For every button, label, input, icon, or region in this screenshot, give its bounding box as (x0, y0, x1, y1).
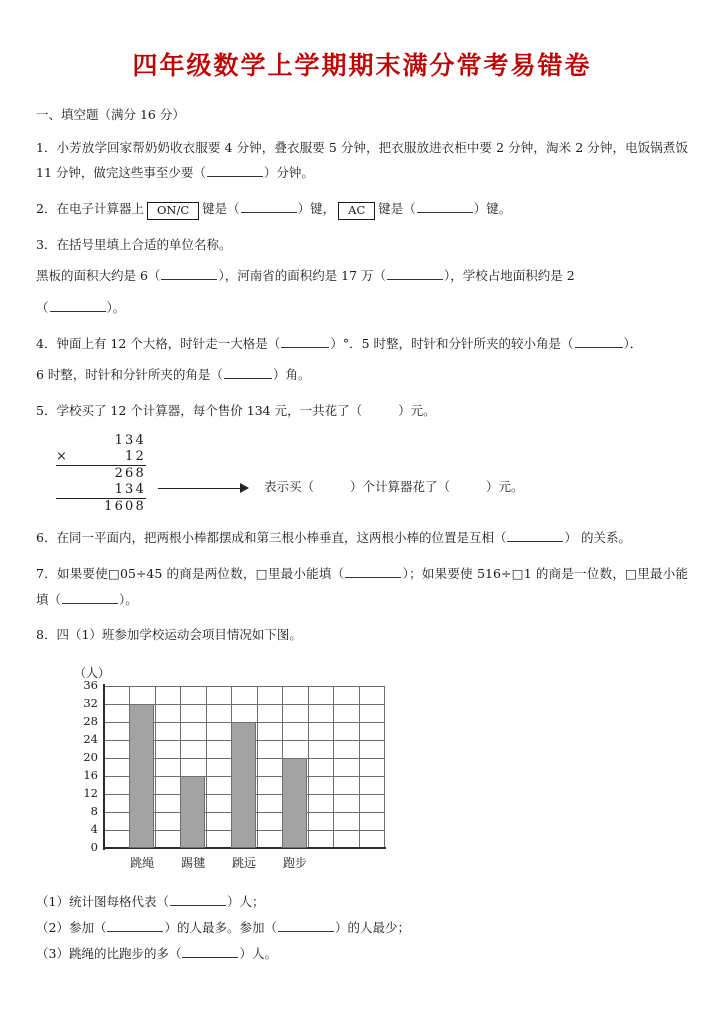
question-5-text-a: 学校买了 12 个计算器，每个售价 134 元，一共花了（ (56, 402, 363, 418)
answer-blank[interactable] (387, 269, 443, 281)
question-1-text-a: 小芳放学回家帮奶奶收衣服要 4 分钟，叠衣服要 5 分钟，把衣服放进衣柜中要 2 分钟，淘米 2 分钟，电饭锅煮饭 11 分钟，做完这些事至少要（ (36, 139, 688, 181)
chart-x-tick-label: 踢毽 (181, 855, 206, 870)
grid-line-vertical (384, 686, 385, 848)
question-6-number: 6． (36, 530, 57, 546)
question-3-line2-b: ），河南省的面积约是 17 万（ (218, 268, 387, 284)
question-1-number: 1． (36, 139, 57, 155)
answer-blank[interactable] (241, 201, 297, 213)
chart-unit-label: （人） (74, 665, 111, 680)
calc-annotation-c: ）元。 (486, 479, 524, 495)
chart-y-axis-ticks (60, 677, 98, 854)
question-3-number: 3． (36, 236, 57, 252)
question-2 (36, 196, 688, 222)
chart-plot-area (104, 686, 384, 848)
chart-bar (231, 722, 256, 848)
grid-line-vertical (257, 686, 258, 848)
chart-y-tick-label: 16 (83, 767, 98, 782)
vertical-multiplication (56, 433, 724, 515)
question-4-line2-a: 6 时整，时针和分针所夹的角是（ (36, 367, 223, 383)
question-3-text-a: 在括号里填上合适的单位名称。 (56, 236, 232, 252)
question-7-number: 7． (36, 566, 57, 581)
multiplication-columns (56, 433, 155, 515)
question-4-text-c: ）． (623, 335, 643, 351)
question-8-number: 8． (36, 627, 57, 643)
question-7 (36, 561, 688, 612)
question-2-number: 2． (36, 201, 57, 216)
chart-y-tick-label: 4 (90, 821, 98, 836)
answer-blank[interactable] (278, 921, 334, 933)
grid-line-vertical (206, 686, 207, 848)
sub-3-tail: ）人。 (239, 946, 277, 962)
question-2-text-c: ）键， (297, 201, 336, 216)
question-7-text-b: ）；如果要使 516÷□1 的商是一位数，□里最小能填（ (36, 566, 689, 607)
answer-blank[interactable] (575, 336, 623, 348)
chart-y-axis (103, 684, 105, 850)
answer-blank[interactable] (281, 336, 329, 348)
chart-bar (180, 776, 205, 848)
question-3-line3-a: （ (36, 299, 49, 315)
question-4-number: 4． (36, 335, 57, 351)
calc-annotation-b: ）个计算器花了（ (350, 479, 451, 495)
calculator-key-ac: AC (338, 202, 375, 220)
answer-blank[interactable] (207, 166, 263, 178)
grid-line-vertical (155, 686, 156, 848)
multiplier-row (56, 449, 146, 465)
grid-line-vertical (333, 686, 334, 848)
question-4-line2-b: ）角。 (272, 367, 311, 383)
answer-blank[interactable] (451, 481, 485, 492)
answer-blank[interactable] (170, 894, 226, 906)
chart-x-tick-label: 跳远 (231, 855, 256, 870)
question-8-text-a: 四（1）班参加学校运动会项目情况如下图。 (56, 627, 302, 643)
answer-blank[interactable] (107, 921, 163, 933)
answer-blank[interactable] (417, 201, 473, 213)
answer-blank[interactable] (161, 269, 217, 281)
chart-y-tick-label: 20 (83, 749, 98, 764)
sub-1-tail: ）人； (226, 893, 265, 909)
answer-blank[interactable] (363, 404, 397, 415)
question-7-text-c: ）。 (119, 591, 138, 607)
answer-blank[interactable] (182, 947, 238, 959)
pointer-arrow-icon (158, 483, 254, 493)
chart-x-tick-label: 跑步 (282, 855, 307, 870)
question-3-line2-c: ），学校占地面积约是 2 (444, 268, 575, 284)
question-6 (36, 525, 688, 551)
question-8 (36, 622, 688, 648)
arrow-head (240, 483, 249, 493)
grid-line-horizontal (104, 686, 384, 687)
question-7-text-a: 如果要使□05÷45 的商是两位数，□里最小能填（ (56, 566, 345, 581)
question-4 (36, 331, 688, 357)
question-6-text-b: ） 的关系。 (564, 530, 631, 546)
bar-chart (60, 664, 420, 879)
question-8-sub-2 (36, 915, 688, 941)
answer-blank[interactable] (62, 592, 118, 604)
chart-y-tick-label: 28 (83, 713, 98, 728)
sub-3-label: （3）跳绳的比跑步的多（ (36, 946, 182, 962)
answer-blank[interactable] (345, 566, 401, 578)
answer-blank[interactable] (315, 481, 349, 492)
multiplier-value: 12 (125, 449, 146, 465)
question-8-sub-3 (36, 941, 688, 967)
partial-product-2: 134 (114, 482, 146, 498)
question-2-text-e: ）键。 (473, 201, 512, 216)
calc-annotation-a: 表示买（ (264, 479, 315, 495)
chart-y-tick-label: 36 (83, 677, 98, 692)
question-2-text-b: 键是（ (202, 201, 240, 216)
answer-blank[interactable] (224, 368, 272, 380)
chart-y-tick-label: 8 (90, 803, 98, 818)
question-3 (36, 232, 688, 258)
question-3-line2-a: 黑板的面积大约是 6（ (36, 268, 161, 284)
question-1-text-b: ）分钟。 (263, 165, 314, 181)
question-5-text-b: ）元。 (398, 402, 436, 418)
question-4-line-2 (36, 362, 688, 388)
question-5 (36, 398, 688, 424)
question-6-text-a: 在同一平面内，把两根小棒都摆成和第三根小棒垂直，这两根小棒的位置是互相（ (56, 530, 507, 546)
chart-y-tick-label: 0 (90, 839, 98, 854)
calc-annotation (264, 477, 524, 495)
page-title: 四年级数学上学期期末满分常考易错卷 (132, 51, 592, 80)
grid-line-vertical (308, 686, 309, 848)
question-2-text-d: 键是（ (378, 201, 416, 216)
answer-blank[interactable] (50, 300, 106, 312)
sub-1-label: （1）统计图每格代表（ (36, 893, 169, 909)
multiplicand-row: 134 (114, 433, 146, 449)
chart-y-tick-label: 32 (83, 695, 98, 710)
sub-2-label: （2）参加（ (36, 920, 107, 936)
chart-x-tick-label: 跳绳 (130, 855, 155, 870)
question-1 (36, 135, 688, 186)
question-5-number: 5． (36, 402, 57, 418)
section-heading: 一、填空题（满分 16 分） (36, 107, 185, 122)
arrow-shaft (158, 488, 242, 489)
chart-y-tick-label: 24 (83, 731, 98, 746)
grid-line-vertical (359, 686, 360, 848)
partial-product-1: 268 (114, 466, 146, 482)
answer-blank[interactable] (507, 531, 563, 543)
question-4-text-a: 钟面上有 12 个大格，时针走一大格是（ (56, 335, 281, 351)
chart-x-axis-labels (104, 854, 384, 874)
chart-y-tick-label: 12 (83, 785, 98, 800)
multiply-operator-icon: × (56, 449, 67, 465)
chart-bar (282, 758, 307, 848)
chart-bar (129, 704, 154, 848)
sub-2-mid: ）的人最多。参加（ (164, 920, 277, 936)
calculator-key-onc: ON/C (147, 202, 199, 220)
question-3-line-2 (36, 263, 688, 289)
question-3-line3-b: ）。 (106, 299, 126, 315)
question-3-line-3 (36, 295, 688, 321)
sub-2-tail: ）的人最少； (334, 920, 410, 936)
question-8-sub-1 (36, 889, 688, 915)
question-4-text-b: ）°．5 时整，时针和分针所夹的较小角是（ (330, 335, 574, 351)
question-2-text-a: 在电子计算器上 (56, 201, 144, 216)
calc-product: 1608 (104, 499, 146, 515)
